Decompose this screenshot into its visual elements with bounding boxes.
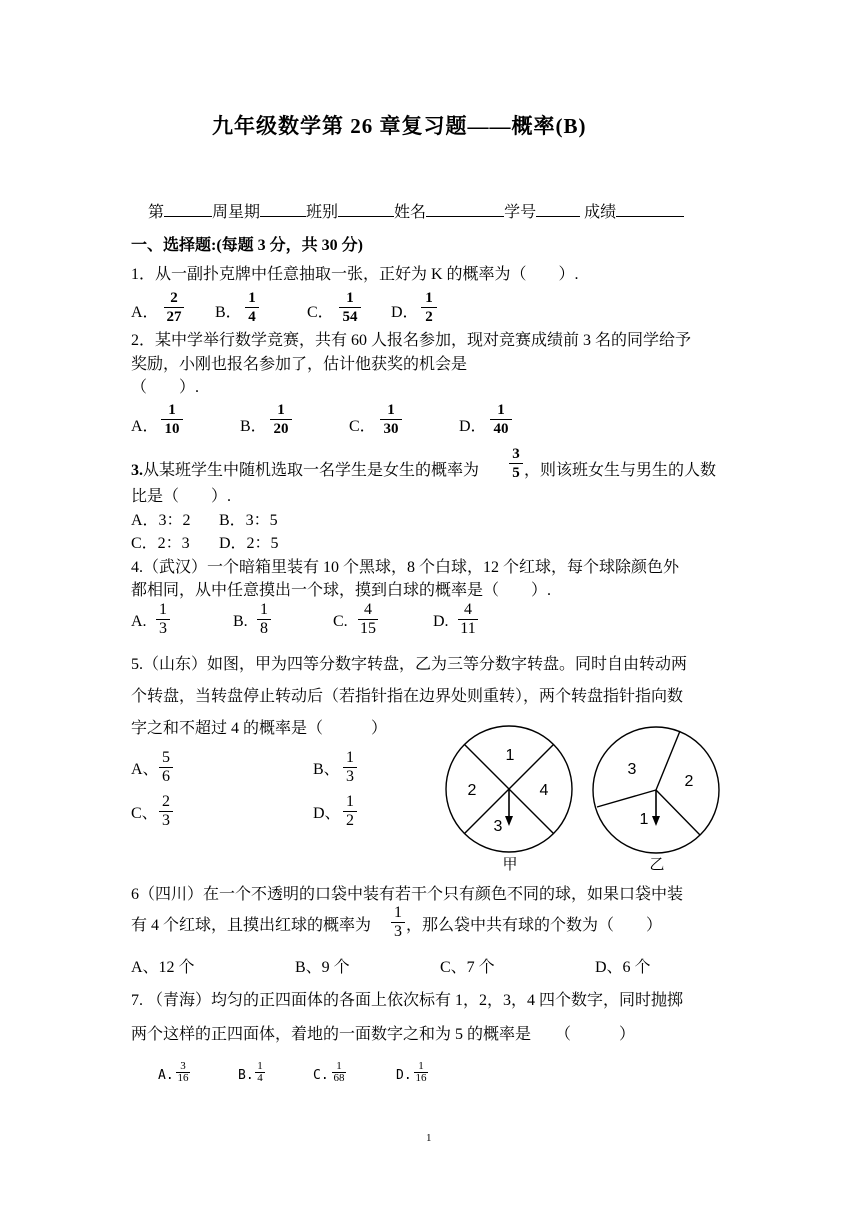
q1-option-c-fraction: 1 54 [339,290,361,325]
q7-option-a-label: A. [158,1068,174,1083]
q4-option-a-fraction: 1 3 [156,602,170,637]
weekday-blank[interactable] [260,202,306,217]
spinner-yi-divider-2 [597,790,656,807]
spinner-jia [446,726,572,852]
q7-line1: 7. （青海）均匀的正四面体的各面上依次标有 1，2，3，4 四个数字，同时抛掷 [131,992,684,1009]
q2-line3: （ ）. [131,379,200,396]
spinner-yi-divider-3 [656,790,700,835]
q2-option-c-fraction: 1 30 [380,402,402,437]
q4-option-d-fraction: 4 11 [458,602,478,637]
q5-option-d-fraction: 1 2 [343,794,357,829]
spinner-jia-caption: 甲 [502,856,518,873]
q5-option-b-label: B、 [313,761,340,778]
q4-option-a-label: A. [131,613,147,630]
spinner-yi-number: 2 [684,773,694,790]
q6-option-a: A、12 个 [131,959,195,976]
q4-option-c-label: C. [333,613,348,630]
q1-option-b-fraction: 1 4 [245,290,259,325]
q3-line2: 比是（ ）. [131,488,232,505]
week-label: 第 [148,204,165,221]
class-label: 班别 [306,204,339,221]
student-info-line [148,202,684,223]
q3-line1: 3.从某班学生中随机选取一名学生是女生的概率为 [131,462,480,479]
q2-option-a-label: A． [131,418,159,435]
spinner-yi-caption: 乙 [649,856,665,873]
q2-option-b-label: B． [240,418,267,435]
q1-option-a-label: A． [131,304,159,321]
q5-option-d-label: D、 [313,805,341,822]
q7-option-d-label: D. [396,1068,412,1083]
q4-option-b-label: B. [233,613,248,630]
q2-option-a-fraction: 1 10 [161,402,183,437]
spinner-jia-number: 4 [539,782,549,799]
weekday-label: 周星期 [212,204,261,221]
q7-option-c-label: C. [313,1068,329,1083]
q4-line2: 都相同，从中任意摸出一个球，摸到白球的概率是（ ）. [131,582,552,599]
q4-line1: 4.（武汉）一个暗箱里装有 10 个黑球，8 个白球，12 个红球，每个球除颜色外 [131,559,680,576]
q3-line1-end: ，则该班女生与男生的人数 [524,462,717,479]
q4-option-b-fraction: 1 8 [257,602,271,637]
spinner-jia-number: 3 [493,818,503,835]
q7-option-a-fraction: 3 16 [177,1060,189,1084]
q7-option-b-label: B. [238,1068,254,1083]
q6-option-c: C、7 个 [440,959,495,976]
q2-option-c-label: C． [349,418,376,435]
page-number: 1 [426,1132,432,1144]
spinner-jia-number: 1 [505,747,515,764]
q2-option-d-fraction: 1 40 [490,402,512,437]
score-blank[interactable] [616,202,684,217]
q7-option-b-fraction: 1 4 [255,1061,265,1084]
q6-line2-start: 有 4 个红球，且摸出红球的概率为 [131,917,372,934]
q1-option-d-label: D． [391,304,419,321]
q2-option-d-label: D． [459,418,487,435]
q6-fraction: 1 3 [391,905,405,940]
q3-option-c: C．2：3 [131,535,190,552]
spinner-yi-divider-1 [656,731,680,790]
score-label: 成绩 [584,204,617,221]
page-title: 九年级数学第 26 章复习题——概率(B) [212,114,587,138]
q4-option-d-label: D. [433,613,449,630]
q5-option-b-fraction: 1 3 [343,750,357,785]
student-no-blank[interactable] [536,202,580,217]
q5-option-c-label: C、 [131,805,158,822]
student-no-label: 学号 [504,204,537,221]
q2-option-b-fraction: 1 20 [270,402,292,437]
q5-line2: 个转盘，当转盘停止转动后（若指针指在边界处则重转），两个转盘指针指向数 [131,688,684,705]
q1-stem: 1．从一副扑克牌中任意抽取一张，正好为 K 的概率为（ ）. [131,266,579,283]
q5-line1: 5.（山东）如图，甲为四等分数字转盘，乙为三等分数字转盘。同时自由转动两 [131,656,688,673]
q6-option-b: B、9 个 [295,959,350,976]
q5-option-a-label: A、 [131,761,159,778]
q3-option-d: D．2：5 [219,535,279,552]
q2-line2: 奖励，小刚也报名参加了，估计他获奖的机会是 [131,356,468,373]
q6-line2-end: ，那么袋中共有球的个数为（ ） [406,917,663,934]
name-blank[interactable] [426,202,504,217]
q7-line2: 两个这样的正四面体，着地的一面数字之和为 5 的概率是 （ ） [131,1026,636,1043]
name-label: 姓名 [394,204,427,221]
q1-option-a-fraction: 2 27 [164,290,184,325]
spinner-yi-pointer-head [652,816,660,826]
spinner-yi [593,727,719,853]
spinner-jia-number: 2 [467,782,477,799]
week-blank[interactable] [164,202,212,217]
q1-option-c-label: C． [307,304,334,321]
section-heading: 一、选择题:(每题 3 分，共 30 分) [131,237,363,254]
q6-option-d: D、6 个 [595,959,651,976]
q7-option-d-fraction: 1 16 [415,1060,427,1084]
q7-option-c-fraction: 1 68 [333,1060,345,1084]
q5-line3: 字之和不超过 4 的概率是（ ） [131,720,388,737]
spinner-yi-number: 1 [639,811,649,828]
spinners-figure [430,720,730,880]
q3-option-a: A．3：2 [131,512,191,529]
spinner-yi-number: 3 [627,761,637,778]
q3-fraction: 3 5 [509,446,523,481]
q1-option-b-label: B． [215,304,242,321]
q1-option-d-fraction: 1 2 [421,290,437,325]
q6-line1: 6（四川）在一个不透明的口袋中装有若干个只有颜色不同的球，如果口袋中装 [131,886,684,903]
q2-line1: 2．某中学举行数学竞赛，共有 60 人报名参加，现对竞赛成绩前 3 名的同学给予 [131,332,692,349]
class-blank[interactable] [338,202,394,217]
q5-option-a-fraction: 5 6 [159,750,173,785]
q5-option-c-fraction: 2 3 [159,794,173,829]
q3-option-b: B．3：5 [219,512,278,529]
q4-option-c-fraction: 4 15 [360,601,376,637]
spinner-jia-pointer-head [505,816,513,826]
